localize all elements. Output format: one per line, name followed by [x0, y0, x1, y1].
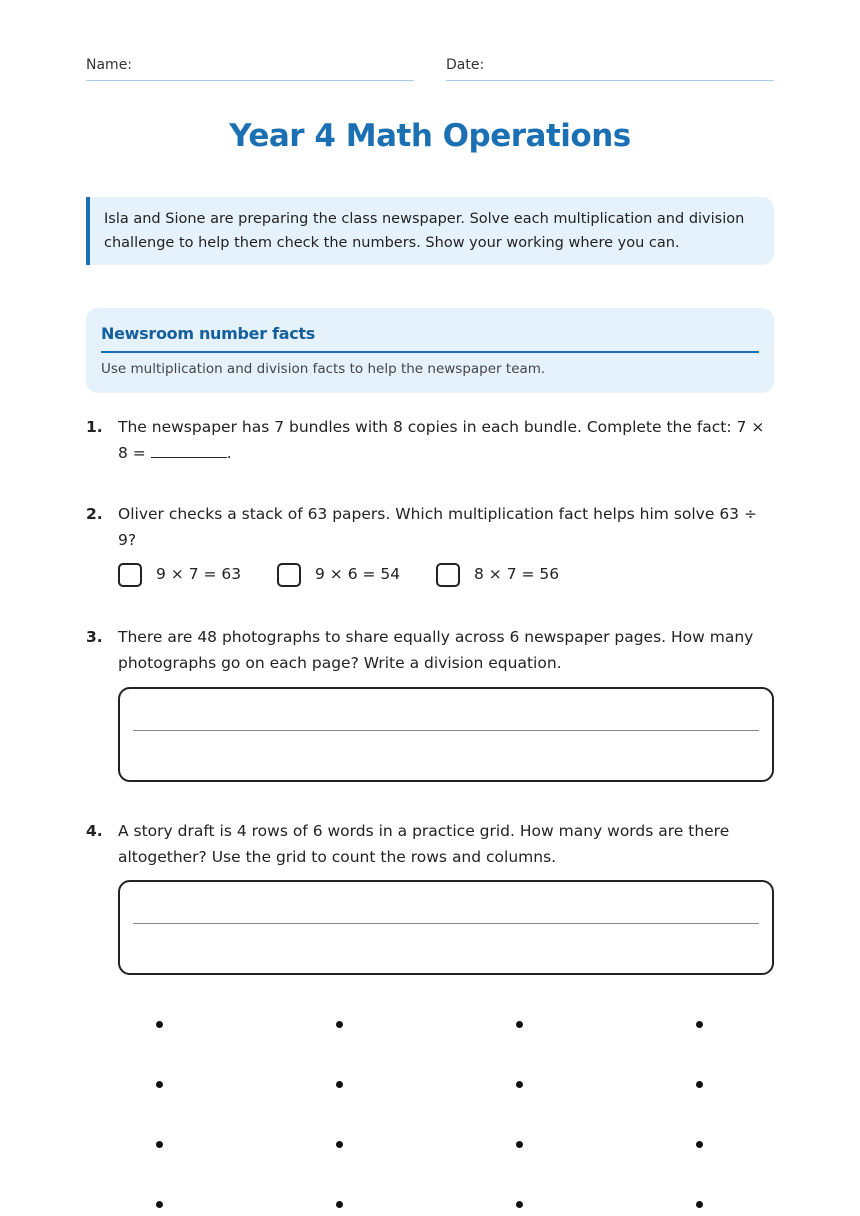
grid-dot [696, 1081, 703, 1088]
grid-dot [696, 1201, 703, 1208]
answer-box[interactable] [118, 880, 774, 975]
date-label: Date: [446, 57, 485, 73]
name-date-row [86, 54, 774, 80]
question-text: A story draft is 4 rows of 6 words in a practice grid. How many words are there altogether? Use the grid to count the rows and columns. [118, 822, 730, 866]
grid-dot [516, 1021, 523, 1028]
question-3 [86, 624, 774, 784]
question-number: 1. [86, 418, 103, 436]
question-text: There are 48 photographs to share equally across 6 newspaper pages. How many photographs go on each page? Write a division equation. [118, 628, 754, 672]
grid-dot [336, 1081, 343, 1088]
grid-dot [336, 1021, 343, 1028]
grid-dot [156, 1021, 163, 1028]
option-label: 8 × 7 = 56 [474, 565, 560, 583]
checkbox[interactable] [118, 563, 142, 587]
answer-box[interactable] [118, 687, 774, 782]
grid-dot [156, 1141, 163, 1148]
question-number: 3. [86, 628, 103, 646]
option-label: 9 × 6 = 54 [315, 565, 401, 583]
page-title: Year 4 Math Operations [229, 118, 631, 154]
checkbox[interactable] [277, 563, 301, 587]
grid-dot [156, 1201, 163, 1208]
question-4 [86, 818, 774, 978]
writing-line [133, 923, 759, 924]
writing-line [133, 730, 759, 731]
name-label: Name: [86, 57, 133, 73]
question-number: 4. [86, 822, 103, 840]
question-1 [86, 414, 774, 470]
grid-dot [516, 1081, 523, 1088]
question-text: Oliver checks a stack of 63 papers. Which multiplication fact helps him solve 63 ÷ 9? [118, 505, 757, 549]
answer-options [118, 561, 774, 589]
grid-dot [516, 1141, 523, 1148]
intro-callout: Isla and Sione are preparing the class newspaper. Solve each multiplication and division challenge to help them check the numbers. Show your working where you can. [86, 197, 774, 265]
section-header [86, 308, 774, 393]
dot-grid [86, 1018, 774, 1216]
option-label: 9 × 7 = 63 [156, 565, 242, 583]
name-field[interactable] [86, 54, 414, 81]
question-text [118, 414, 774, 466]
date-field[interactable] [446, 54, 774, 81]
question-2 [86, 501, 774, 593]
question-text-end: . [226, 444, 232, 462]
grid-dot [156, 1081, 163, 1088]
grid-dot [696, 1141, 703, 1148]
grid-dot [336, 1141, 343, 1148]
checkbox[interactable] [436, 563, 460, 587]
question-text-start: The newspaper has 7 bundles with 8 copies in each bundle. Complete the fact: 7 × 8 = [118, 418, 765, 462]
section-description: Use multiplication and division facts to help the newspaper team. [101, 361, 546, 377]
grid-dot [696, 1021, 703, 1028]
question-number: 2. [86, 505, 103, 523]
grid-dot [336, 1201, 343, 1208]
section-title: Newsroom number facts [101, 323, 759, 353]
answer-blank[interactable] [151, 441, 227, 458]
grid-dot [516, 1201, 523, 1208]
worksheet-page [86, 0, 774, 1216]
